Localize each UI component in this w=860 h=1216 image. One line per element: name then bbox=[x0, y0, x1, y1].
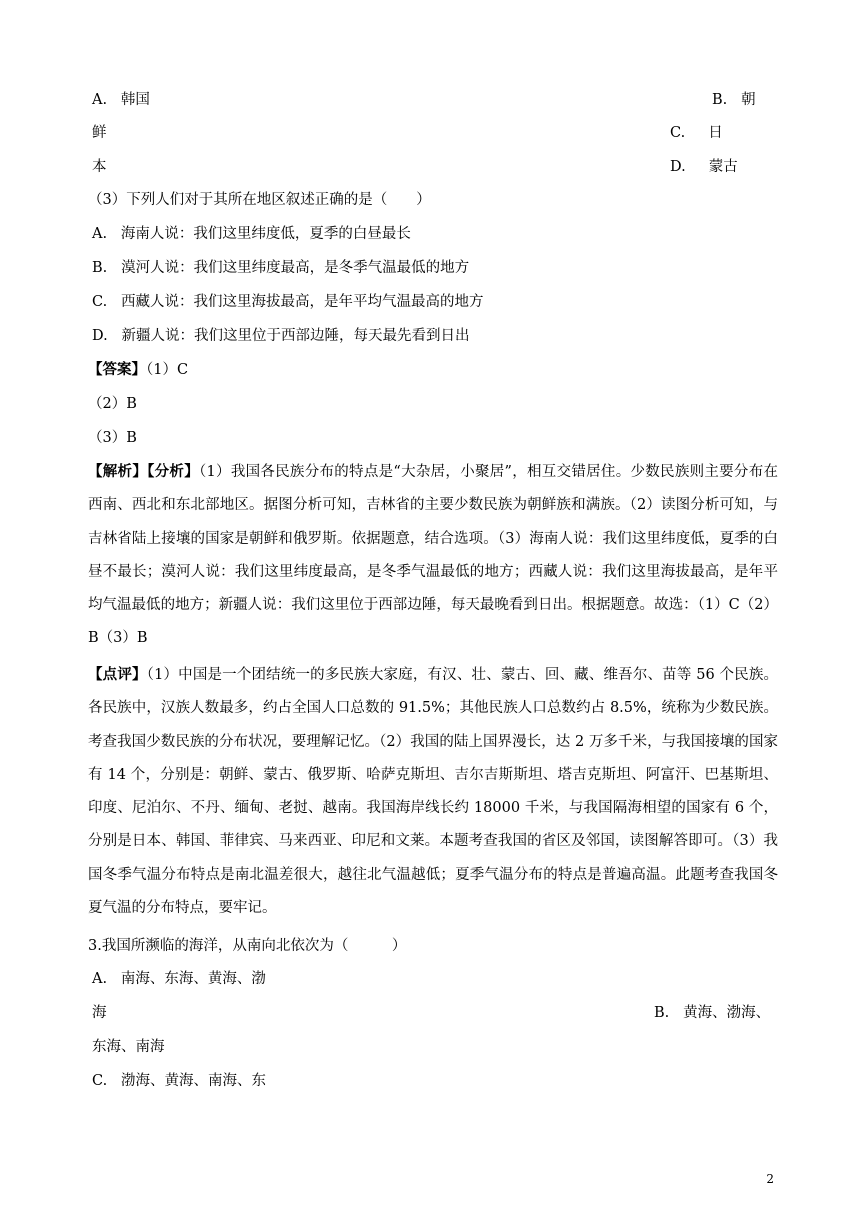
option-text: 海南人说：我们这里纬度低，夏季的白昼最长 bbox=[120, 226, 411, 242]
q3-option-c bbox=[92, 292, 484, 312]
option-text: 新疆人说：我们这里位于西部边陲，每天最先看到日出 bbox=[121, 328, 470, 344]
option-text: 韩国 bbox=[120, 92, 150, 108]
q2-option-a bbox=[92, 90, 150, 110]
answer-line-3: （3）B bbox=[88, 430, 137, 446]
option-text: 西藏人说：我们这里海拔最高，是年平均气温最高的地方 bbox=[121, 294, 484, 310]
option-label: B. bbox=[712, 92, 728, 108]
option-text: 漠河人说：我们这里纬度最高，是冬季气温最低的地方 bbox=[121, 260, 470, 276]
analysis-tag: 【解析】【分析】 bbox=[88, 463, 199, 480]
option-text: 日 bbox=[708, 125, 723, 141]
q3-option-a bbox=[92, 224, 411, 244]
q4-option-c bbox=[92, 1071, 266, 1091]
q2-option-c bbox=[670, 123, 723, 143]
option-text: 南海、东海、黄海、渤 bbox=[120, 971, 266, 987]
option-label: D. bbox=[670, 159, 686, 175]
q2-option-b-continuation: 鲜 bbox=[92, 125, 107, 141]
option-text: 蒙古 bbox=[708, 159, 738, 175]
option-label: A. bbox=[92, 92, 108, 108]
review-paragraph bbox=[88, 658, 778, 925]
q4-option-a-continuation: 海 bbox=[92, 1005, 107, 1021]
analysis-text: （1）我国各民族分布的特点是“大杂居，小聚居”，相互交错居住。少数民族则主要分布在西南、西北和东北部地区。据图分析可知，吉林省的主要少数民族为朝鲜族和满族。（2）读图分析可知，与吉林省陆上接壤的国家是朝鲜和俄罗斯。依据题意，结合选项。（3）海南人说：我们这里纬度低，夏季的白昼不最长；漠河人说：我们这里纬度最高，是冬季气温最低的地方；西藏人说：我们这里海拔最高，是年平均气温最低的地方；新疆人说：我们这里位于西部边陲，每天最晚看到日出。根据题意。故选：（1）C（2）B（3）B bbox=[88, 464, 778, 647]
option-label: C. bbox=[92, 1073, 108, 1089]
q3-option-d bbox=[92, 326, 470, 346]
q2-option-c-continuation: 本 bbox=[92, 159, 107, 175]
option-label: A. bbox=[92, 226, 108, 242]
answer-text: （1）C bbox=[146, 362, 189, 378]
answer-line-1 bbox=[88, 360, 188, 380]
question-stem: 3.我国所濒临的海洋，从南向北依次为（ ） bbox=[88, 938, 407, 954]
option-label: A. bbox=[92, 971, 108, 987]
review-text: （1）中国是一个团结统一的多民族大家庭，有汉、壮、蒙古、回、藏、维吾尔、苗等 56 个民族。各民族中，汉族人数最多，约占全国人口总数的 91.5%；其他民族人口总数约占 8.5%，统称为少数民族。考查我国少数民族的分布状况，要理解记忆。（2）我国的陆上国界漫长，达 2 万多千米，与我国接壤的国家有 14 个，分别是：朝鲜、蒙古、俄罗斯、哈萨克斯坦、吉尔吉斯斯坦、塔吉克斯坦、阿富汗、巴基斯坦、印度、尼泊尔、不丹、缅甸、老挝、越南。我国海岸线长约 18000 千米，与我国隔海相望的国家有 6 个，分别是日本、韩国、菲律宾、马来西亚、印尼和文莱。本题考查我国的省区及邻国，读图解答即可。（3）我国冬季气温分布特点是南北温差很大，越往北气温越低；夏季气温分布的特点是普遍高温。此题考查我国冬夏气温的分布特点，要牢记。 bbox=[88, 667, 779, 917]
answer-line-2: （2）B bbox=[88, 396, 137, 412]
option-text: 黄海、渤海、 bbox=[683, 1005, 771, 1021]
analysis-paragraph bbox=[88, 455, 778, 656]
review-tag: 【点评】 bbox=[88, 666, 147, 683]
option-label: C. bbox=[670, 125, 686, 141]
q2-option-d bbox=[670, 157, 738, 177]
question-3-stem: （3）下列人们对于其所在地区叙述正确的是（ ） bbox=[88, 192, 431, 208]
option-label: B. bbox=[654, 1005, 670, 1021]
option-text: 朝 bbox=[741, 92, 756, 108]
option-text: 渤海、黄海、南海、东 bbox=[121, 1073, 267, 1089]
q4-option-a bbox=[92, 969, 266, 989]
option-label: C. bbox=[92, 294, 108, 310]
q3-option-b bbox=[92, 258, 469, 278]
q4-option-b-continuation: 东海、南海 bbox=[92, 1039, 165, 1055]
option-label: D. bbox=[92, 328, 108, 344]
q4-option-b bbox=[654, 1003, 770, 1023]
q2-option-b bbox=[712, 90, 756, 110]
answer-tag: 【答案】 bbox=[88, 361, 146, 378]
option-label: B. bbox=[92, 260, 108, 276]
page-number: 2 bbox=[766, 1172, 774, 1186]
